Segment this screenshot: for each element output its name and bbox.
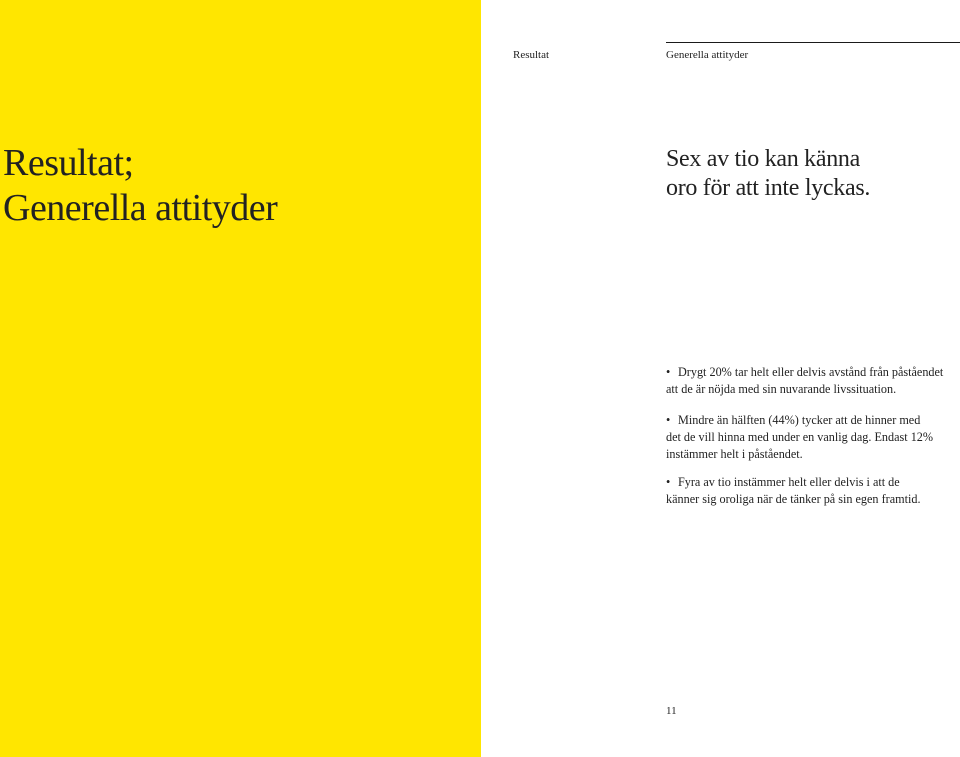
running-header-section: Resultat (513, 49, 550, 61)
header-divider (666, 42, 960, 43)
bullet-marker: • (666, 475, 671, 489)
bullet-text-line: Drygt 20% tar helt eller delvis avstånd från påståendet (678, 365, 944, 379)
bullet-item (666, 474, 956, 508)
headline-line-1: Sex av tio kan känna (666, 146, 860, 172)
bullet-text-line: det de vill hinna med under en vanlig dag. Endast 12% (666, 430, 934, 444)
bullet-text-line: instämmer helt i påståendet. (666, 447, 803, 461)
section-title-line-1: Resultat; (3, 142, 134, 184)
running-header-subsection: Generella attityder (666, 49, 749, 61)
bullet-text-line: att de är nöjda med sin nuvarande livssituation. (666, 382, 897, 396)
page-headline (666, 145, 870, 203)
headline-line-2: oro för att inte lyckas. (666, 175, 871, 201)
bullet-text-line: Mindre än hälften (44%) tycker att de hinner med (678, 413, 921, 427)
section-title (3, 141, 277, 231)
section-title-line-2: Generella attityder (3, 187, 278, 229)
bullet-item (666, 364, 956, 398)
bullet-text-line: känner sig oroliga när de tänker på sin egen framtid. (666, 492, 921, 506)
page-number: 11 (666, 705, 677, 717)
bullet-marker: • (666, 365, 671, 379)
bullet-text-line: Fyra av tio instämmer helt eller delvis i att de (678, 475, 900, 489)
bullet-item (666, 412, 956, 463)
bullet-marker: • (666, 413, 671, 427)
